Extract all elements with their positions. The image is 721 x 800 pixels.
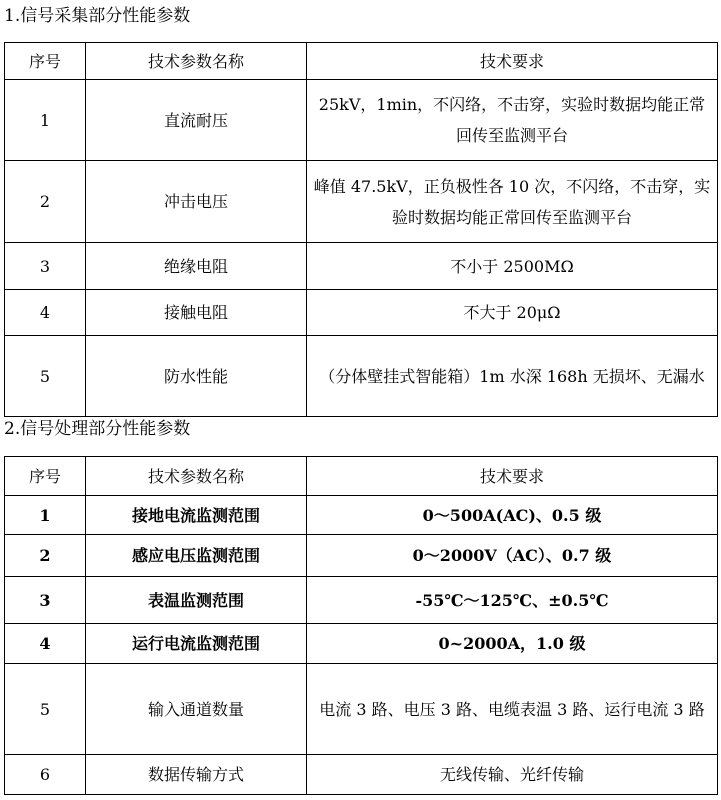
row-requirement: 电流 3 路、电压 3 路、电缆表温 3 路、运行电流 3 路 — [307, 664, 718, 755]
row-requirement: 0～2000V（AC）、0.7 级 — [307, 535, 718, 577]
row-param-name: 运行电流监测范围 — [86, 624, 307, 664]
row-param-name: 输入通道数量 — [86, 664, 307, 755]
row-no: 4 — [5, 290, 86, 336]
table-row — [5, 624, 718, 664]
table-header-row — [5, 43, 718, 80]
row-param-name: 表温监测范围 — [86, 577, 307, 624]
row-requirement: 25kV，1min，不闪络，不击穿，实验时数据均能正常回传至监测平台 — [307, 80, 718, 161]
table-row — [5, 664, 718, 755]
row-requirement: 0~2000A，1.0 级 — [307, 624, 718, 664]
row-requirement: -55℃～125℃、±0.5℃ — [307, 577, 718, 624]
row-no: 3 — [5, 577, 86, 624]
row-requirement: 0～500A(AC)、0.5 级 — [307, 496, 718, 535]
table-header-row — [5, 457, 718, 496]
table-row — [5, 336, 718, 417]
row-requirement: 不大于 20μΩ — [307, 290, 718, 336]
header-requirement: 技术要求 — [307, 43, 718, 80]
table-row — [5, 535, 718, 577]
row-no: 5 — [5, 664, 86, 755]
row-requirement: （分体壁挂式智能箱）1m 水深 168h 无损坏、无漏水 — [307, 336, 718, 417]
signal-acquisition-table — [4, 42, 718, 417]
section1-title: 1.信号采集部分性能参数 — [4, 6, 191, 26]
table-row — [5, 243, 718, 290]
row-requirement: 不小于 2500MΩ — [307, 243, 718, 290]
row-no: 5 — [5, 336, 86, 417]
table-row — [5, 80, 718, 161]
row-param-name: 数据传输方式 — [86, 755, 307, 795]
table-row — [5, 496, 718, 535]
row-param-name: 接触电阻 — [86, 290, 307, 336]
row-no: 3 — [5, 243, 86, 290]
header-param-name: 技术参数名称 — [86, 457, 307, 496]
table-row — [5, 577, 718, 624]
row-requirement: 峰值 47.5kV，正负极性各 10 次，不闪络，不击穿，实验时数据均能正常回传至监测平台 — [307, 161, 718, 243]
row-param-name: 直流耐压 — [86, 80, 307, 161]
row-no: 4 — [5, 624, 86, 664]
row-no: 2 — [5, 161, 86, 243]
row-param-name: 绝缘电阻 — [86, 243, 307, 290]
row-requirement: 无线传输、光纤传输 — [307, 755, 718, 795]
row-no: 1 — [5, 80, 86, 161]
row-no: 6 — [5, 755, 86, 795]
row-no: 1 — [5, 496, 86, 535]
header-no: 序号 — [5, 457, 86, 496]
row-param-name: 接地电流监测范围 — [86, 496, 307, 535]
header-requirement: 技术要求 — [307, 457, 718, 496]
row-param-name: 冲击电压 — [86, 161, 307, 243]
header-param-name: 技术参数名称 — [86, 43, 307, 80]
row-param-name: 防水性能 — [86, 336, 307, 417]
row-no: 2 — [5, 535, 86, 577]
header-no: 序号 — [5, 43, 86, 80]
row-param-name: 感应电压监测范围 — [86, 535, 307, 577]
section2-title: 2.信号处理部分性能参数 — [4, 419, 191, 439]
table-row — [5, 755, 718, 795]
signal-processing-table — [4, 456, 718, 795]
table-row — [5, 290, 718, 336]
table-row — [5, 161, 718, 243]
